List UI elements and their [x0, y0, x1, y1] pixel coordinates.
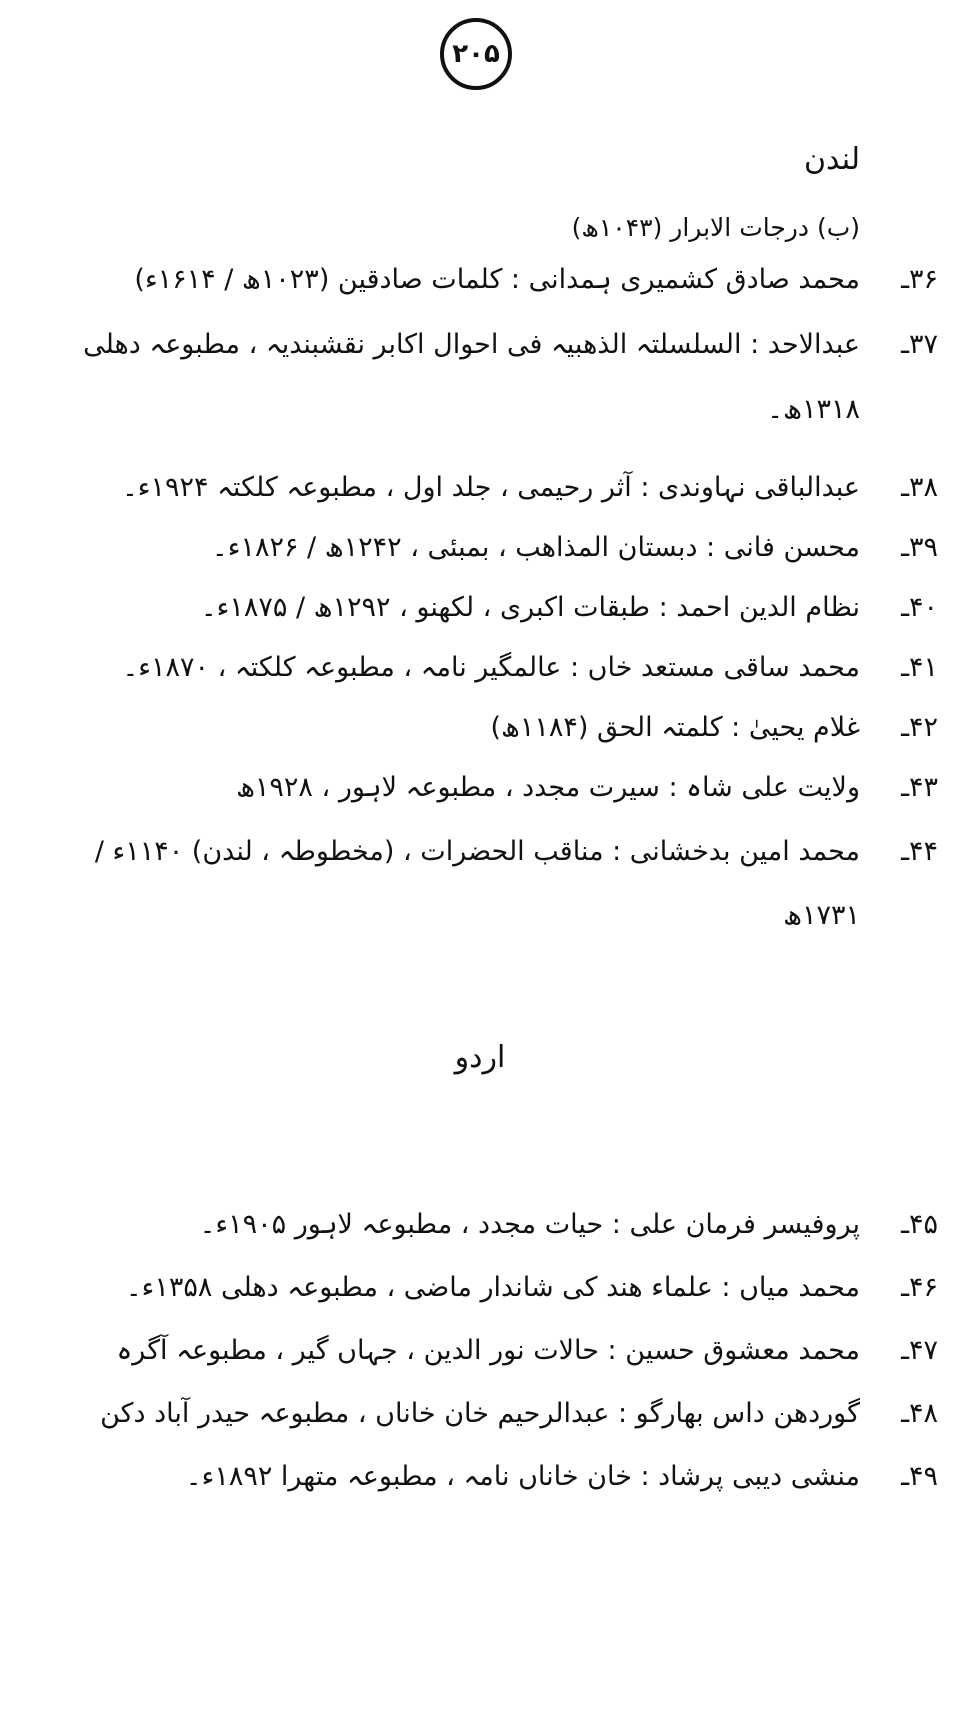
- entry-number: ۳۹ـ: [901, 532, 938, 563]
- list-item: [0, 648, 960, 692]
- entry-number: ۳۶ـ: [901, 264, 938, 295]
- entry-text: پروفیسر فرمان علی : حیات مجدد ، مطبوعہ لاہور ۱۹۰۵ء۔: [199, 1209, 860, 1240]
- entry-number: ۴۵ـ: [901, 1209, 938, 1240]
- section-title: اردو: [454, 1040, 506, 1075]
- entry-text: محمد ساقی مستعد خاں : عالمگیر نامہ ، مطبوعہ کلکتہ ، ۱۸۷۰ء۔: [122, 652, 860, 683]
- entry-number: ۳۷ـ: [901, 329, 938, 360]
- list-item: [0, 832, 960, 876]
- entry-number: ۴۴ـ: [901, 836, 938, 867]
- city-heading: لندن: [804, 142, 860, 177]
- entry-text: محسن فانی : دبستان المذاھب ، بمبئی ، ۱۲۴۲ھ / ۱۸۲۶ء۔: [211, 532, 860, 563]
- list-item: [0, 1457, 960, 1501]
- entry-text: محمد میاں : علماء ھند کی شاندار ماضی ، مطبوعہ دھلی ۱۳۵۸ء۔: [125, 1272, 860, 1303]
- entry-text: محمد معشوق حسین : حالات نور الدین ، جہاں گیر ، مطبوعہ آگرہ: [116, 1335, 860, 1366]
- entry-text: محمد صادق کشمیری ہمدانی : کلمات صادقین (۱۰۲۳ھ / ۱۶۱۴ء): [134, 264, 860, 295]
- entry-text: محمد امین بدخشانی : مناقب الحضرات ، (مخطوطہ ، لندن) ۱۱۴۰ء /: [94, 836, 860, 867]
- list-item: [0, 325, 960, 369]
- page-number: ۲۰۵: [440, 18, 512, 90]
- list-item: [0, 1268, 960, 1312]
- entry-text: منشی دیبی پرشاد : خان خاناں نامہ ، مطبوعہ متھرا ۱۸۹۲ء۔: [185, 1461, 860, 1492]
- entry-number: ۴۷ـ: [901, 1335, 938, 1366]
- entry-number: ۴۰ـ: [901, 592, 938, 623]
- entry-number: ۴۳ـ: [901, 772, 938, 803]
- entry-text: گوردھن داس بھارگو : عبدالرحیم خان خاناں ، مطبوعہ حیدر آباد دکن: [100, 1398, 860, 1429]
- list-item: [0, 528, 960, 572]
- list-item: [0, 588, 960, 632]
- entry-number: ۴۲ـ: [901, 712, 938, 743]
- entry-text: عبدالباقی نہاوندی : آثر رحیمی ، جلد اول ، مطبوعہ کلکتہ ۱۹۲۴ء۔: [121, 472, 860, 503]
- entry-text: ولایت علی شاہ : سیرت مجدد ، مطبوعہ لاہور ، ۱۹۲۸ھ: [236, 772, 860, 803]
- list-item: [0, 768, 960, 812]
- entry-text: نظام الدین احمد : طبقات اکبری ، لکھنو ، ۱۲۹۲ھ / ۱۸۷۵ء۔: [200, 592, 860, 623]
- entry-number: ۳۸ـ: [901, 472, 938, 503]
- entry-number: ۴۱ـ: [901, 652, 938, 683]
- entry-number: ۴۶ـ: [901, 1272, 938, 1303]
- list-item: [0, 260, 960, 304]
- subheading: (ب) درجات الابرار (۱۰۴۳ھ): [571, 213, 860, 242]
- list-item: [0, 1331, 960, 1375]
- list-item: [0, 708, 960, 752]
- entry-number: ۴۸ـ: [901, 1398, 938, 1429]
- entry-text: عبدالاحد : السلسلتہ الذھبیہ فی احوال اکابر نقشبندیہ ، مطبوعہ دھلی: [83, 329, 860, 360]
- list-item: [0, 468, 960, 512]
- list-item: [0, 1205, 960, 1249]
- entry-text: غلام یحییٰ : کلمتہ الحق (۱۱۸۴ھ): [490, 712, 860, 743]
- entry-continuation: ۱۷۳۱ھ: [783, 900, 860, 931]
- list-item: [0, 1394, 960, 1438]
- entry-continuation: ۱۳۱۸ھ۔: [767, 394, 860, 425]
- entry-number: ۴۹ـ: [901, 1461, 938, 1492]
